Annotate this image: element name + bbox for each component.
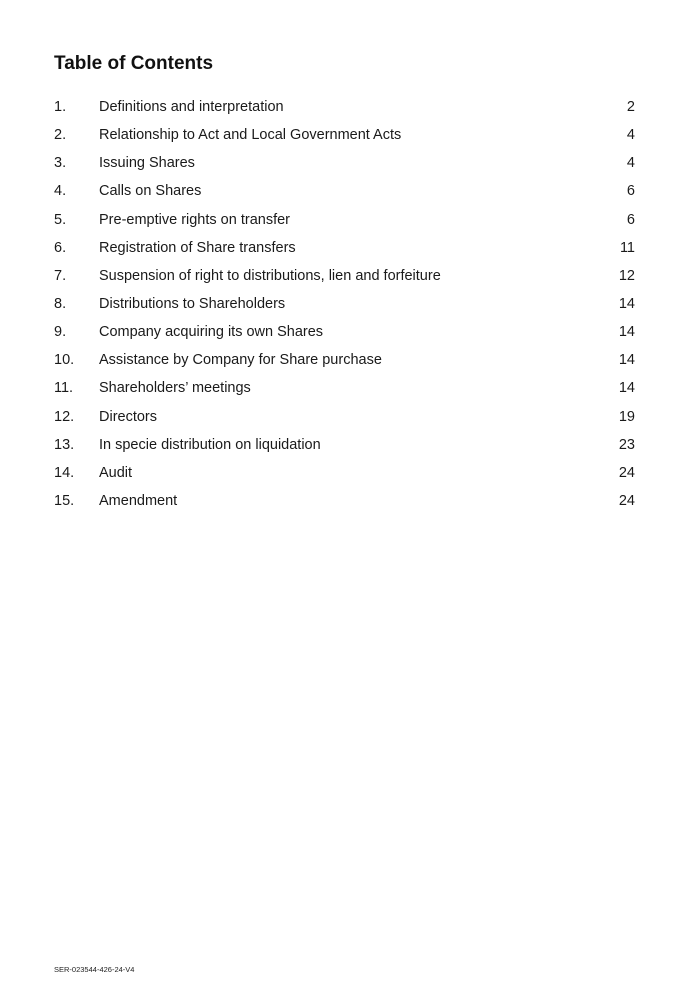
toc-entry-title[interactable]: Pre-emptive rights on transfer — [99, 211, 290, 228]
toc-entry-title[interactable]: Issuing Shares — [99, 155, 195, 172]
toc-entry-number: 5. — [54, 211, 67, 228]
toc-entry-number: 13. — [54, 436, 75, 453]
toc-entry-number: 11. — [54, 380, 74, 397]
toc-entry[interactable] — [54, 323, 635, 351]
toc-entry-number: 8. — [54, 295, 67, 312]
toc-entry-title[interactable]: Directors — [99, 408, 158, 425]
toc-entry[interactable] — [54, 492, 635, 520]
toc-entry-page: 14 — [618, 324, 635, 341]
toc-entry-page: 12 — [618, 267, 635, 284]
toc-entry-page: 24 — [618, 464, 635, 481]
toc-entry-title[interactable]: Assistance by Company for Share purchase — [99, 352, 382, 369]
toc-entry-title[interactable]: Registration of Share transfers — [99, 239, 296, 256]
toc-entry-number: 1. — [54, 99, 67, 115]
toc-entry-title[interactable]: Company acquiring its own Shares — [99, 324, 324, 341]
toc-entry-title[interactable]: Distributions to Shareholders — [99, 295, 286, 312]
toc-entry-page: 14 — [618, 295, 635, 312]
toc-entry-title[interactable]: Calls on Shares — [99, 183, 202, 200]
toc-entry[interactable] — [54, 351, 635, 379]
toc-entry-page: 23 — [618, 436, 635, 453]
toc-entry-title[interactable]: Relationship to Act and Local Government Acts — [99, 127, 402, 144]
toc-entry[interactable] — [54, 154, 635, 182]
toc-entry-number: 15. — [54, 492, 75, 509]
toc-entry-page: 6 — [626, 183, 635, 200]
toc-entry-page: 14 — [618, 380, 635, 397]
toc-entry-number: 4. — [54, 183, 67, 200]
toc-entry-page: 24 — [618, 492, 635, 509]
toc-entry[interactable] — [54, 98, 635, 126]
toc-entry[interactable] — [54, 436, 635, 464]
toc-entry-number: 12. — [54, 408, 75, 425]
toc-entry[interactable] — [54, 295, 635, 323]
toc-entry-page: 11 — [619, 239, 635, 256]
toc-entry-title[interactable]: Shareholders’ meetings — [99, 380, 251, 397]
toc-entry[interactable] — [54, 126, 635, 154]
document-reference: SER-023544-426-24-V4 — [54, 965, 135, 974]
toc-entry[interactable] — [54, 239, 635, 267]
toc-entry-page: 4 — [626, 127, 635, 144]
toc-entry-number: 7. — [54, 267, 67, 284]
toc-entry-title[interactable]: Audit — [99, 464, 133, 481]
toc-entry-number: 3. — [54, 155, 67, 172]
toc-entry[interactable] — [54, 379, 635, 407]
page-title: Table of Contents — [54, 53, 214, 74]
toc-entry-title[interactable]: Suspension of right to distributions, lien and forfeiture — [99, 267, 441, 284]
toc-entry[interactable] — [54, 408, 635, 436]
toc-entry[interactable] — [54, 267, 635, 295]
toc-entry-number: 10. — [54, 352, 75, 369]
toc-entry-number: 14. — [54, 464, 75, 481]
toc-entry-title[interactable]: Amendment — [99, 492, 178, 509]
toc-entry-page: 6 — [626, 211, 635, 228]
toc-entry[interactable] — [54, 464, 635, 492]
toc-entry-page: 19 — [618, 408, 635, 425]
toc-entry-number: 2. — [54, 127, 67, 144]
toc-entry-number: 6. — [54, 239, 67, 256]
toc-entry-title[interactable]: In specie distribution on liquidation — [99, 436, 321, 453]
toc-list — [54, 98, 635, 520]
toc-entry[interactable] — [54, 211, 635, 239]
toc-entry-page: 2 — [626, 99, 635, 115]
toc-entry-title[interactable]: Definitions and interpretation — [99, 99, 284, 115]
toc-entry[interactable] — [54, 182, 635, 210]
toc-entry-page: 14 — [618, 352, 635, 369]
toc-entry-page: 4 — [626, 155, 635, 172]
toc-entry-number: 9. — [54, 324, 67, 341]
